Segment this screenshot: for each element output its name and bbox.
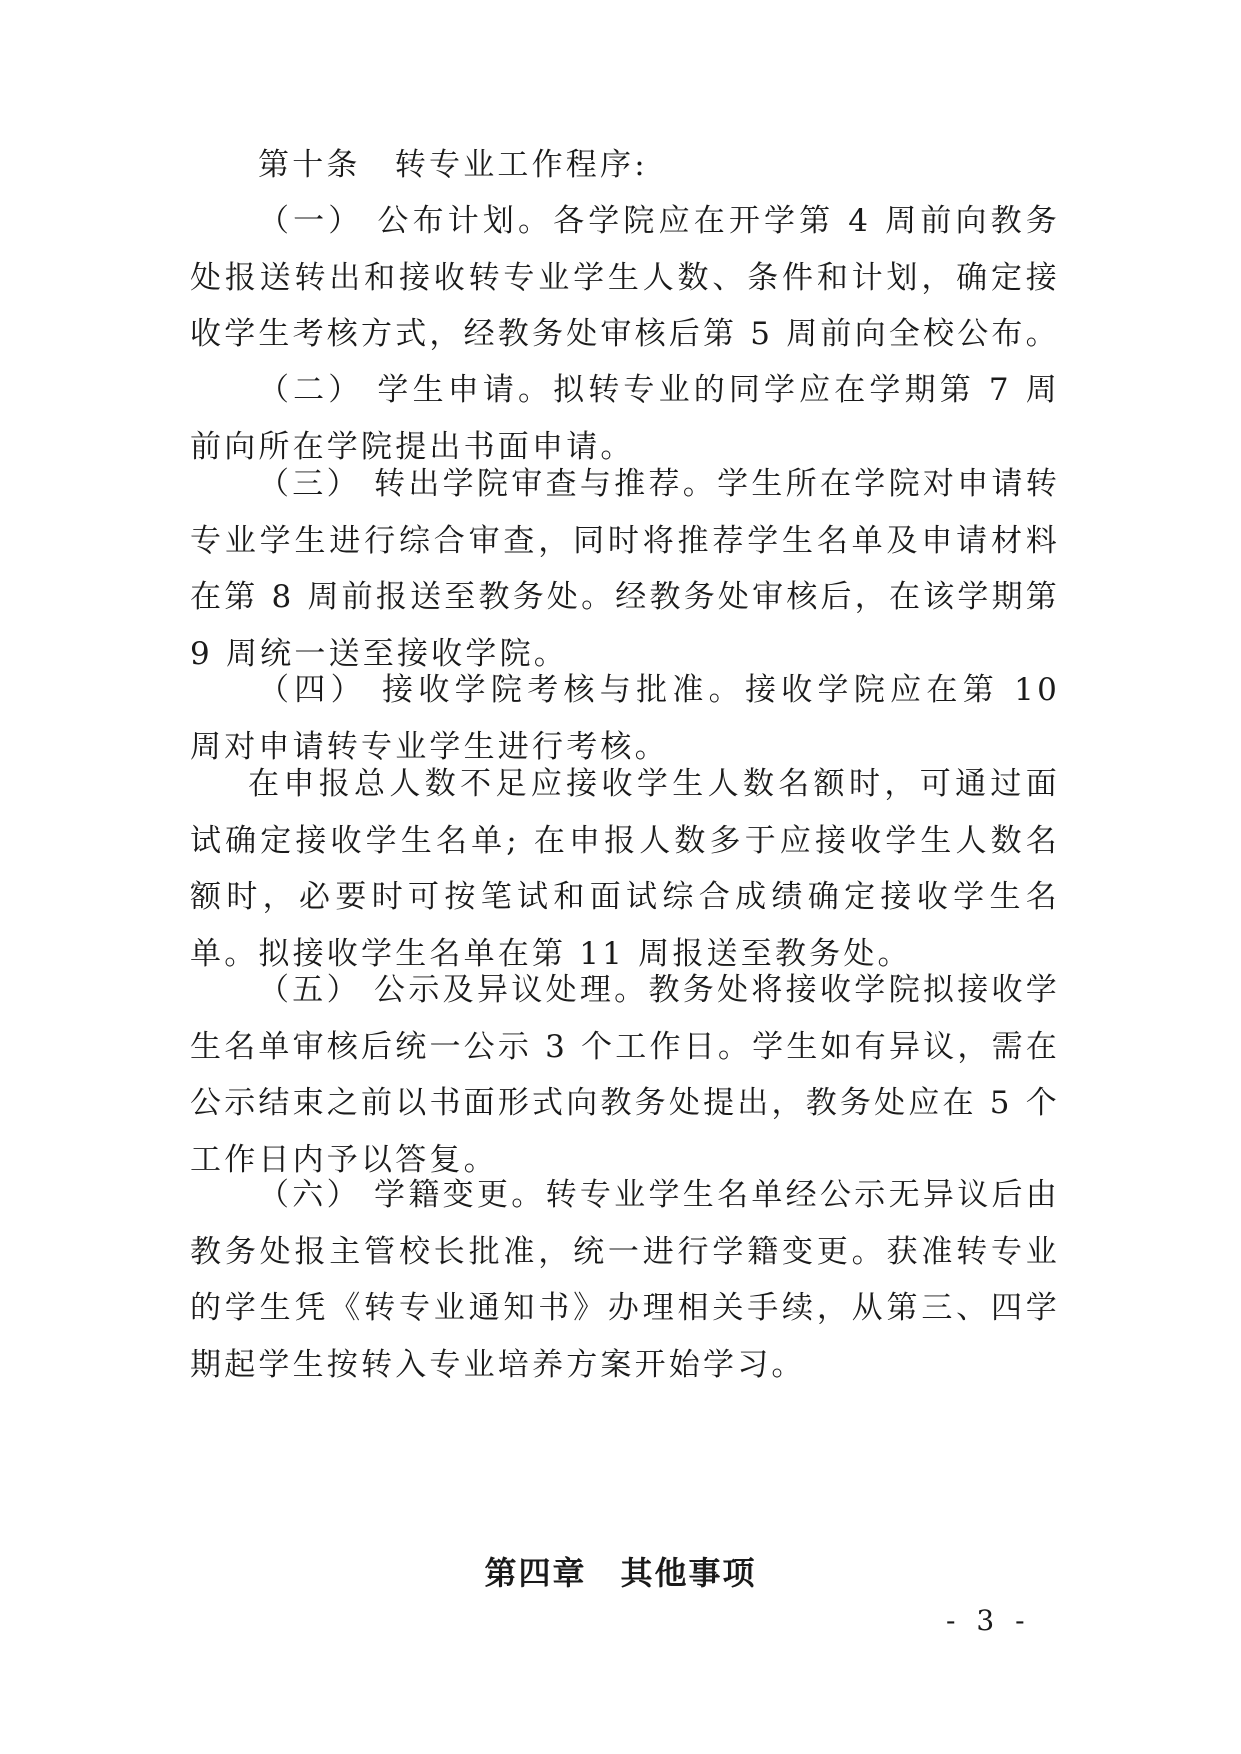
procedure-item-1: （一） 公布计划。各学院应在开学第 4 周前向教务处报送转出和接收转专业学生人数、条件和计划，确定接收学生考核方式，经教务处审核后第 5 周前向全校公布。 xyxy=(190,203,1060,352)
admission-quota-paragraph: 在申报总人数不足应接收学生人数名额时，可通过面试确定接收学生名单; 在申报人数多于应接收学生人数名额时，必要时可按笔试和面试综合成绩确定接收学生名单。拟接收学生名单在第 11 周报送至教务处。 xyxy=(190,766,1060,972)
procedure-item-5: （五） 公示及异议处理。教务处将接收学院拟接收学生名单审核后统一公示 3 个工作日。学生如有异议，需在公示结束之前以书面形式向教务处提出，教务处应在 5 个工作日内予以答复。 xyxy=(190,972,1060,1178)
procedure-item-3: （三） 转出学院审查与推荐。学生所在学院对申请转专业学生进行综合审查，同时将推荐学生名单及申请材料在第 8 周前报送至教务处。经教务处审核后，在该学期第 9 周统一送至接收学院。 xyxy=(190,466,1060,672)
chapter-heading: 第四章 其他事项 xyxy=(484,1554,757,1592)
procedure-item-6: （六） 学籍变更。转专业学生名单经公示无异议后由教务处报主管校长批准，统一进行学籍变更。获准转专业的学生凭《转专业通知书》办理相关手续，从第三、四学期起学生按转入专业培养方案开始学习。 xyxy=(190,1177,1060,1383)
article-10-heading: 第十条 转专业工作程序: xyxy=(258,147,648,183)
page-number: - 3 - xyxy=(946,1604,1031,1637)
procedure-item-2: （二） 学生申请。拟转专业的同学应在学期第 7 周前向所在学院提出书面申请。 xyxy=(190,372,1060,465)
procedure-item-4: （四） 接收学院考核与批准。接收学院应在第 10 周对申请转专业学生进行考核。 xyxy=(190,672,1060,765)
